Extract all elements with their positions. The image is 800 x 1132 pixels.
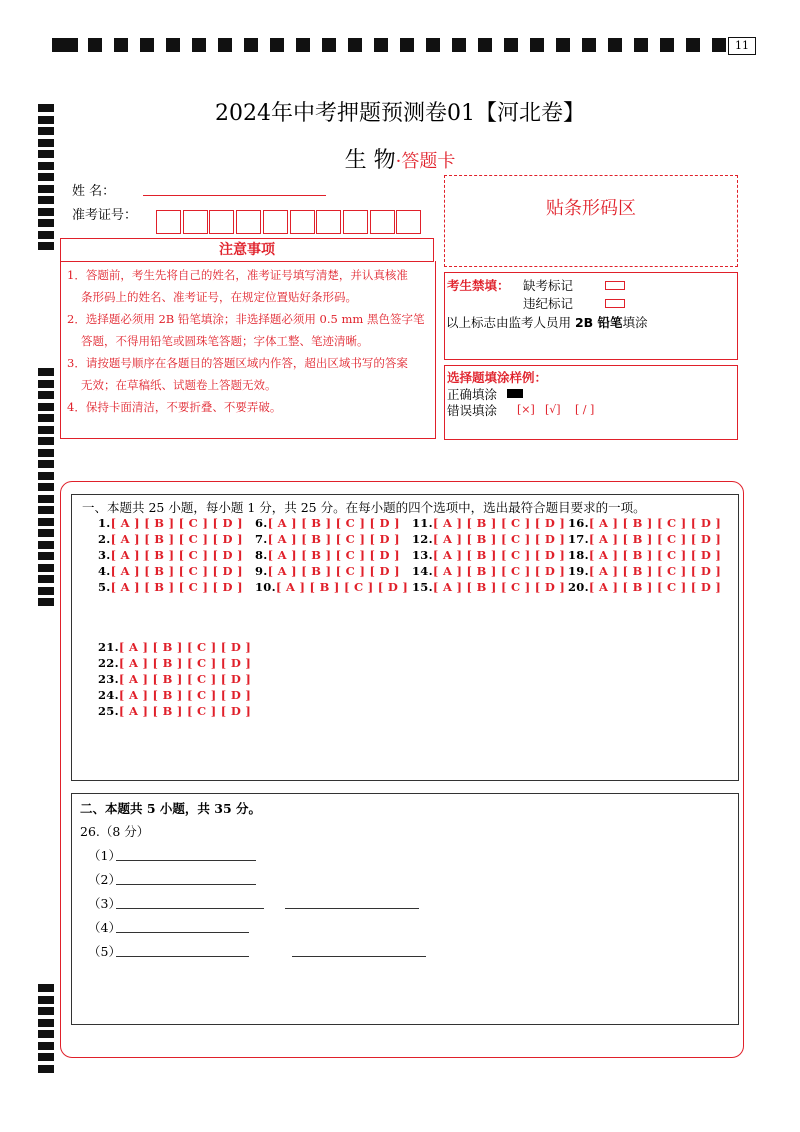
correct-fill-sample bbox=[507, 389, 523, 398]
mc-question[interactable] bbox=[255, 564, 400, 578]
mc-question-number: 9. bbox=[255, 564, 268, 578]
absent-mark-box[interactable] bbox=[605, 281, 625, 290]
mc-question[interactable] bbox=[568, 516, 721, 530]
timing-mark bbox=[140, 38, 154, 52]
timing-mark bbox=[38, 598, 54, 606]
id-digit-box[interactable] bbox=[290, 210, 315, 234]
timing-mark bbox=[608, 38, 622, 52]
timing-mark bbox=[38, 231, 54, 239]
notice-line: 答题，不得用铅笔或圆珠笔答题；字体工整、笔迹清晰。 bbox=[81, 334, 369, 348]
violation-label: 违纪标记 bbox=[523, 296, 574, 311]
timing-mark bbox=[114, 38, 128, 52]
mc-question[interactable] bbox=[412, 548, 565, 562]
timing-mark bbox=[38, 208, 54, 216]
timing-mark bbox=[38, 506, 54, 514]
timing-mark bbox=[38, 196, 54, 204]
timing-mark bbox=[52, 38, 78, 52]
timing-mark bbox=[38, 984, 54, 992]
mc-question-number: 14. bbox=[412, 564, 433, 578]
wrong-mark-cross: [×] bbox=[517, 403, 535, 416]
id-digit-box[interactable] bbox=[316, 210, 341, 234]
timing-marks-top bbox=[52, 38, 757, 52]
mc-question[interactable] bbox=[98, 580, 243, 594]
section2-heading: 二、本题共 5 小题，共 35 分。 bbox=[80, 801, 262, 816]
timing-mark bbox=[530, 38, 544, 52]
timing-mark bbox=[38, 403, 54, 411]
subject-name: 生 物 bbox=[344, 148, 396, 173]
mc-options[interactable]: [ A ] [ B ] [ C ] [ D ] bbox=[275, 580, 409, 594]
section2-box bbox=[71, 793, 739, 1025]
name-label: 姓 名： bbox=[72, 184, 116, 199]
mc-question-number: 20. bbox=[568, 580, 589, 594]
notice-line: 1．答题前，考生先将自己的姓名，准考证号填写清楚，并认真核准 bbox=[67, 268, 408, 282]
question-26-label: 26.（8 分） bbox=[80, 824, 150, 839]
mc-question[interactable] bbox=[98, 672, 251, 686]
part-1-label: （1） bbox=[88, 848, 121, 863]
mc-question[interactable] bbox=[98, 656, 251, 670]
mc-options[interactable]: [ A ] [ B ] [ C ] [ D ] bbox=[118, 688, 252, 702]
timing-mark bbox=[166, 38, 180, 52]
notice-line: 无效；在草稿纸、试题卷上答题无效。 bbox=[81, 378, 277, 392]
mc-options[interactable]: [ A ] [ B ] [ C ] [ D ] bbox=[118, 704, 252, 718]
timing-mark bbox=[426, 38, 440, 52]
timing-mark bbox=[38, 552, 54, 560]
wrong-mark-check: [√] bbox=[545, 403, 561, 416]
proctor-note-suffix: 填涂 bbox=[622, 315, 648, 330]
mc-question[interactable] bbox=[98, 516, 243, 530]
timing-mark bbox=[322, 38, 336, 52]
mc-options[interactable]: [ A ] [ B ] [ C ] [ D ] bbox=[432, 548, 566, 562]
mc-question[interactable] bbox=[568, 548, 721, 562]
part-1-answer-line[interactable] bbox=[116, 860, 256, 861]
notice-line: 条形码上的姓名、准考证号，在规定位置贴好条形码。 bbox=[81, 290, 357, 304]
timing-mark bbox=[38, 1030, 54, 1038]
mc-options[interactable]: [ A ] [ B ] [ C ] [ D ] bbox=[267, 532, 400, 546]
mc-question[interactable] bbox=[412, 580, 565, 594]
mc-options[interactable]: [ A ] [ B ] [ C ] [ D ] bbox=[267, 564, 400, 578]
timing-mark bbox=[38, 1053, 54, 1061]
page-number: 11 bbox=[728, 37, 756, 55]
timing-mark bbox=[634, 38, 648, 52]
absent-label: 缺考标记 bbox=[523, 278, 574, 293]
timing-mark bbox=[38, 1007, 54, 1015]
mc-options[interactable]: [ A ] [ B ] [ C ] [ D ] bbox=[118, 640, 252, 654]
part-2-answer-line[interactable] bbox=[116, 884, 256, 885]
proctor-only-box bbox=[444, 272, 738, 360]
id-digit-box[interactable] bbox=[370, 210, 395, 234]
mc-options[interactable]: [ A ] [ B ] [ C ] [ D ] bbox=[118, 672, 252, 686]
mc-options[interactable]: [ A ] [ B ] [ C ] [ D ] bbox=[110, 548, 243, 562]
timing-mark bbox=[218, 38, 232, 52]
mc-options[interactable]: [ A ] [ B ] [ C ] [ D ] bbox=[432, 516, 566, 530]
timing-mark bbox=[452, 38, 466, 52]
timing-mark bbox=[38, 437, 54, 445]
mc-options[interactable]: [ A ] [ B ] [ C ] [ D ] bbox=[588, 564, 722, 578]
mc-question[interactable] bbox=[98, 548, 243, 562]
mc-options[interactable]: [ A ] [ B ] [ C ] [ D ] bbox=[588, 580, 722, 594]
mc-question[interactable] bbox=[98, 564, 243, 578]
fill-sample-box bbox=[444, 365, 738, 440]
notice-heading: 注意事项 bbox=[60, 238, 434, 262]
timing-mark bbox=[38, 185, 54, 193]
timing-mark bbox=[38, 426, 54, 434]
mc-options[interactable]: [ A ] [ B ] [ C ] [ D ] bbox=[118, 656, 252, 670]
timing-mark bbox=[374, 38, 388, 52]
timing-mark bbox=[38, 518, 54, 526]
mc-question[interactable] bbox=[255, 580, 408, 594]
proctor-label: 考生禁填： bbox=[447, 278, 510, 293]
mc-question-number: 6. bbox=[255, 516, 268, 530]
timing-mark bbox=[38, 564, 54, 572]
id-digit-box[interactable] bbox=[183, 210, 208, 234]
id-label: 准考证号： bbox=[72, 208, 138, 223]
timing-mark bbox=[38, 1019, 54, 1027]
mc-options[interactable]: [ A ] [ B ] [ C ] [ D ] bbox=[267, 516, 400, 530]
timing-mark bbox=[270, 38, 284, 52]
timing-mark bbox=[38, 127, 54, 135]
timing-mark bbox=[38, 391, 54, 399]
timing-mark bbox=[192, 38, 206, 52]
timing-mark bbox=[38, 529, 54, 537]
part-3-label: （3） bbox=[88, 896, 121, 911]
wrong-mark-slash: [ / ] bbox=[575, 403, 595, 416]
mc-options[interactable]: [ A ] [ B ] [ C ] [ D ] bbox=[432, 532, 566, 546]
proctor-note-prefix: 以上标志由监考人员用 bbox=[446, 315, 575, 330]
mc-options[interactable]: [ A ] [ B ] [ C ] [ D ] bbox=[110, 532, 243, 546]
part-5-label: （5） bbox=[88, 944, 121, 959]
notice-line: 4．保持卡面清洁，不要折叠、不要弄破。 bbox=[67, 400, 282, 414]
mc-options[interactable]: [ A ] [ B ] [ C ] [ D ] bbox=[267, 548, 400, 562]
mc-question[interactable] bbox=[98, 688, 251, 702]
mc-question-number: 18. bbox=[568, 548, 589, 562]
timing-mark bbox=[712, 38, 726, 52]
mc-question-number: 13. bbox=[412, 548, 433, 562]
correct-fill-label: 正确填涂 bbox=[447, 387, 498, 402]
mc-question-number: 4. bbox=[98, 564, 111, 578]
mc-question-number: 3. bbox=[98, 548, 111, 562]
part-2-label: （2） bbox=[88, 872, 121, 887]
timing-mark bbox=[38, 541, 54, 549]
timing-mark bbox=[582, 38, 596, 52]
mc-options[interactable]: [ A ] [ B ] [ C ] [ D ] bbox=[110, 564, 243, 578]
mc-question[interactable] bbox=[568, 580, 721, 594]
mc-question[interactable] bbox=[412, 516, 565, 530]
timing-mark bbox=[38, 368, 54, 376]
mc-question[interactable] bbox=[98, 640, 251, 654]
timing-mark bbox=[38, 587, 54, 595]
mc-options[interactable]: [ A ] [ B ] [ C ] [ D ] bbox=[110, 580, 243, 594]
mc-question[interactable] bbox=[255, 516, 400, 530]
timing-mark bbox=[348, 38, 362, 52]
notice-line: 2．选择题必须用 2B 铅笔填涂；非选择题必须用 0.5 mm 黑色签字笔 bbox=[67, 312, 425, 326]
mc-options[interactable]: [ A ] [ B ] [ C ] [ D ] bbox=[588, 548, 722, 562]
part-3-answer-line-b[interactable] bbox=[285, 908, 419, 909]
timing-mark bbox=[686, 38, 700, 52]
part-4-answer-line[interactable] bbox=[116, 932, 249, 933]
mc-options[interactable]: [ A ] [ B ] [ C ] [ D ] bbox=[432, 564, 566, 578]
id-digit-box[interactable] bbox=[156, 210, 181, 234]
timing-mark bbox=[400, 38, 414, 52]
part-5-answer-line-a[interactable] bbox=[116, 956, 249, 957]
barcode-area: 贴条形码区 bbox=[444, 175, 738, 267]
mc-question-number: 10. bbox=[255, 580, 276, 594]
timing-mark bbox=[660, 38, 674, 52]
mc-question-number: 5. bbox=[98, 580, 111, 594]
notice-line: 3．请按题号顺序在各题目的答题区域内作答，超出区域书写的答案 bbox=[67, 356, 408, 370]
mc-question[interactable] bbox=[412, 532, 565, 546]
sample-label: 选择题填涂样例： bbox=[447, 370, 548, 385]
mc-question-number: 19. bbox=[568, 564, 589, 578]
mc-question-number: 25. bbox=[98, 704, 119, 718]
timing-mark bbox=[38, 380, 54, 388]
name-field[interactable] bbox=[143, 195, 326, 196]
timing-mark bbox=[38, 1042, 54, 1050]
mc-question[interactable] bbox=[255, 548, 400, 562]
mc-question[interactable] bbox=[568, 564, 721, 578]
id-digit-box[interactable] bbox=[236, 210, 261, 234]
mc-question[interactable] bbox=[412, 564, 565, 578]
timing-mark bbox=[38, 483, 54, 491]
mc-question-number: 21. bbox=[98, 640, 119, 654]
part-4-label: （4） bbox=[88, 920, 121, 935]
mc-question-number: 15. bbox=[412, 580, 433, 594]
part-3-answer-line-a[interactable] bbox=[116, 908, 264, 909]
notice-box bbox=[60, 261, 436, 439]
mc-options[interactable]: [ A ] [ B ] [ C ] [ D ] bbox=[588, 516, 722, 530]
proctor-note bbox=[446, 313, 648, 331]
mc-question-number: 12. bbox=[412, 532, 433, 546]
timing-mark bbox=[296, 38, 310, 52]
timing-mark bbox=[38, 495, 54, 503]
violation-mark-box[interactable] bbox=[605, 299, 625, 308]
mc-question-number: 23. bbox=[98, 672, 119, 686]
id-digit-box[interactable] bbox=[396, 210, 421, 234]
mc-question[interactable] bbox=[255, 532, 400, 546]
section1-heading: 一、本题共 25 小题，每小题 1 分，共 25 分。在每小题的四个选项中，选出最符合题目要求的一项。 bbox=[82, 500, 646, 515]
timing-mark bbox=[504, 38, 518, 52]
mc-question-number: 8. bbox=[255, 548, 268, 562]
timing-mark bbox=[244, 38, 258, 52]
timing-mark bbox=[478, 38, 492, 52]
mc-question-number: 2. bbox=[98, 532, 111, 546]
timing-mark bbox=[38, 460, 54, 468]
proctor-note-bold: 2B 铅笔 bbox=[574, 315, 623, 330]
timing-mark bbox=[38, 414, 54, 422]
exam-title: 2024年中考押题预测卷01【河北卷】 bbox=[215, 101, 585, 126]
timing-mark bbox=[38, 173, 54, 181]
mc-question-number: 16. bbox=[568, 516, 589, 530]
timing-mark bbox=[38, 449, 54, 457]
mc-options[interactable]: [ A ] [ B ] [ C ] [ D ] bbox=[588, 532, 722, 546]
mc-question-number: 17. bbox=[568, 532, 589, 546]
timing-mark bbox=[38, 1065, 54, 1073]
mc-question[interactable] bbox=[568, 532, 721, 546]
mc-question-number: 11. bbox=[412, 516, 433, 530]
timing-mark bbox=[38, 219, 54, 227]
mc-question-number: 1. bbox=[98, 516, 111, 530]
timing-mark bbox=[38, 575, 54, 583]
timing-mark bbox=[38, 996, 54, 1004]
sheet-type: ·答题卡 bbox=[395, 151, 456, 172]
timing-mark bbox=[38, 242, 54, 250]
mc-options[interactable]: [ A ] [ B ] [ C ] [ D ] bbox=[110, 516, 243, 530]
timing-mark bbox=[38, 472, 54, 480]
mc-question[interactable] bbox=[98, 704, 251, 718]
id-digit-box[interactable] bbox=[343, 210, 368, 234]
mc-question-number: 22. bbox=[98, 656, 119, 670]
sheet-subtitle bbox=[0, 143, 800, 174]
mc-question[interactable] bbox=[98, 532, 243, 546]
part-5-answer-line-b[interactable] bbox=[292, 956, 426, 957]
wrong-fill-label: 错误填涂 bbox=[447, 403, 498, 418]
id-digit-box[interactable] bbox=[209, 210, 234, 234]
id-digit-box[interactable] bbox=[263, 210, 288, 234]
timing-mark bbox=[556, 38, 570, 52]
timing-mark bbox=[88, 38, 102, 52]
mc-question-number: 7. bbox=[255, 532, 268, 546]
mc-options[interactable]: [ A ] [ B ] [ C ] [ D ] bbox=[432, 580, 566, 594]
mc-question-number: 24. bbox=[98, 688, 119, 702]
